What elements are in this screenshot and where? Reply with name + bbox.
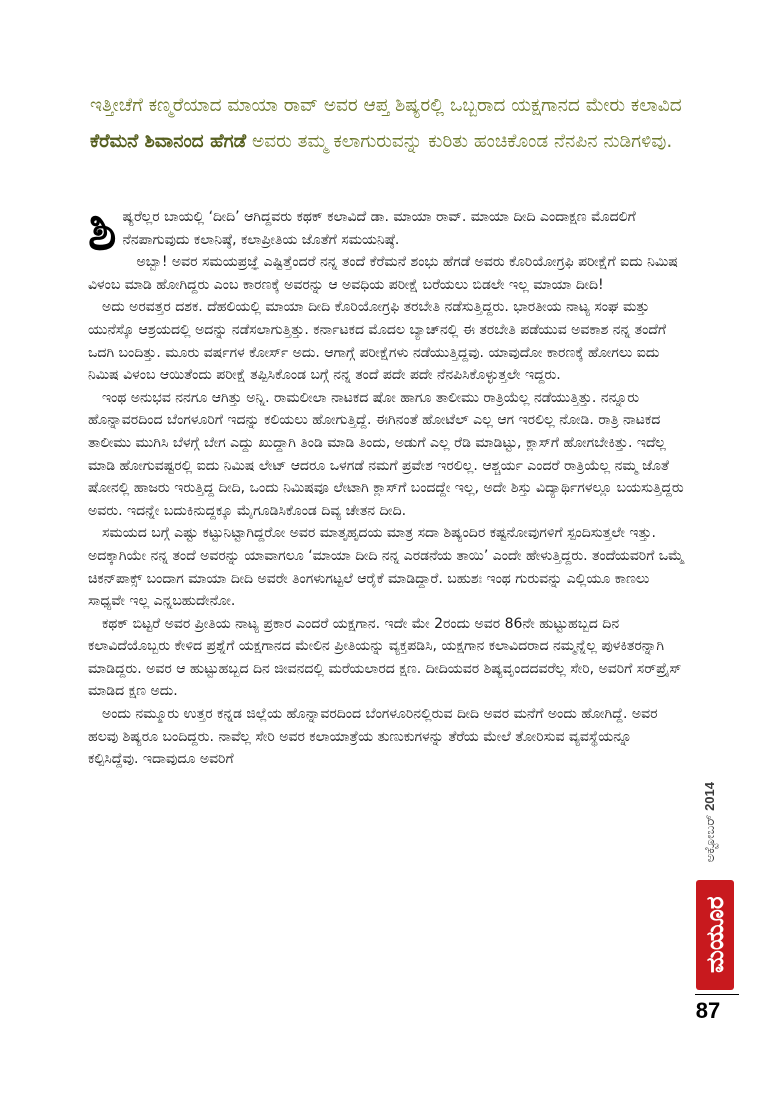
paragraph-6: ಕಥಕ್ ಬಿಟ್ಟರೆ ಅವರ ಪ್ರೀತಿಯ ನಾಟ್ಯ ಪ್ರಕಾರ ಎಂದರೆ ಯಕ್ಷಗಾನ. ಇದೇ ಮೇ 2ರಂದು ಅವರ 86ನೇ ಹುಟ್ಟುಹಬ್ಬದ ದಿನ ಕಲಾವಿದೆಯೊಬ್ಬರು ಕೇಳಿದ ಪ್ರಶ್ನೆಗೆ ಯಕ್ಷಗಾನದ ಮೇಲಿನ ಪ್ರೀತಿಯನ್ನು ವ್ಯಕ್ತಪಡಿಸಿ, ಯಕ್ಷಗಾನ ಕಲಾವಿದರಾದ ನಮ್ಮನ್ನೆಲ್ಲ ಪುಳಕಿತರನ್ನಾಗಿ ಮಾಡಿದ್ದರು. ಅವರ ಆ ಹುಟ್ಟುಹಬ್ಬದ ದಿನ ಜೀವನದಲ್ಲಿ ಮರೆಯಲಾರದ ಕ್ಷಣ. ದೀದಿಯವರ ಶಿಷ್ಯವೃಂದದವರೆಲ್ಲ ಸೇರಿ, ಅವರಿಗೆ ಸರ್‌ಪ್ರೈಸ್ ಮಾಡಿದ ಕ್ಷಣ ಅದು. (88, 615, 682, 700)
article-body (88, 201, 686, 771)
paragraph-1-text: ಷ್ಯರೆಲ್ಲರ ಬಾಯಲ್ಲಿ ‘ದೀದಿ’ ಆಗಿದ್ದವರು ಕಥಕ್ ಕಲಾವಿದೆ ಡಾ. ಮಾಯಾ ರಾವ್. ಮಾಯಾ ದೀದಿ ಎಂದಾಕ್ಷಣ ಮೊದಲಿಗೆ ನೆನಪಾಗುವುದು ಕಲಾನಿಷ್ಠೆ, ಕಲಾಪ್ರೀತಿಯ ಜೊತೆಗೆ ಸಮಯನಿಷ್ಠೆ. (122, 209, 636, 248)
magazine-logo-text: ಮಯೂರ (701, 896, 729, 974)
paragraph-1 (88, 201, 686, 262)
issue-month: ಅಕ್ಟೋಬರ್ (702, 814, 717, 863)
paragraph-4: ಇಂಥ ಅನುಭವ ನನಗೂ ಆಗಿತ್ತು ಅನ್ನಿ. ರಾಮಲೀಲಾ ನಾಟಕದ ಷೋ ಹಾಗೂ ತಾಲೀಮು ರಾತ್ರಿಯೆಲ್ಲ ನಡೆಯುತ್ತಿತ್ತು. ನನ್ನೂರು ಹೊನ್ನಾವರದಿಂದ ಬೆಂಗಳೂರಿಗೆ ಇದನ್ನು ಕಲಿಯಲು ಹೋಗುತ್ತಿದ್ದೆ. ಈಗಿನಂತೆ ಹೋಟೆಲ್ ಎಲ್ಲ ಆಗ ಇರಲಿಲ್ಲ ನೋಡಿ. ರಾತ್ರಿ ನಾಟಕದ ತಾಲೀಮು ಮುಗಿಸಿ ಬೆಳಗ್ಗೆ ಬೇಗ ಎದ್ದು ಖುದ್ದಾಗಿ ತಿಂಡಿ ಮಾಡಿ ತಿಂದು, ಅಡುಗೆ ಎಲ್ಲ ರೆಡಿ ಮಾಡಿಟ್ಟು, ಕ್ಲಾಸ್‌ಗೆ ಹೋಗಬೇಕಿತ್ತು. ಇದೆಲ್ಲ ಮಾಡಿ ಹೋಗುವಷ್ಟರಲ್ಲಿ ಐದು ನಿಮಿಷ ಲೇಟ್ ಆದರೂ ಒಳಗಡೆ ನಮಗೆ ಪ್ರವೇಶ ಇರಲಿಲ್ಲ. ಆಶ್ಚರ್ಯ ಎಂದರೆ ರಾತ್ರಿಯೆಲ್ಲ ನಮ್ಮ ಜೊತೆ ಷೋನಲ್ಲಿ ಹಾಜರು ಇರುತ್ತಿದ್ದ ದೀದಿ, ಒಂದು ನಿಮಿಷವೂ ಲೇಟಾಗಿ ಕ್ಲಾಸ್‌ಗೆ ಬಂದದ್ದೇ ಇಲ್ಲ, ಅದೇ ಶಿಸ್ತು ವಿದ್ಯಾರ್ಥಿಗಳಲ್ಲೂ ಬಯಸುತ್ತಿದ್ದರು ಅವರು. ಇದನ್ನೇ ಬದುಕಿನುದ್ದಕ್ಕೂ ಮೈಗೂಡಿಸಿಕೊಂಡ ದಿವ್ಯ ಚೇತನ ದೀದಿ. (88, 389, 684, 519)
drop-cap: ಶಿ (88, 201, 117, 262)
article-intro (90, 88, 690, 160)
paragraph-2: ಅಬ್ಬಾ! ಅವರ ಸಮಯಪ್ರಜ್ಞೆ ಎಷ್ಟಿತ್ತೆಂದರೆ ನನ್ನ ತಂದೆ ಕೆರೆಮನೆ ಶಂಭು ಹೆಗಡೆ ಅವರು ಕೊರಿಯೋಗ್ರಫಿ ಪರೀಕ್ಷೆಗೆ ಐದು ನಿಮಿಷ ವಿಳಂಬ ಮಾಡಿ ಹೋಗಿದ್ದರು ಎಂಬ ಕಾರಣಕ್ಕೆ ಅವರನ್ನು ಆ ಅವಧಿಯ ಪರೀಕ್ಷೆ ಬರೆಯಲು ಬಿಡಲೇ ಇಲ್ಲ ಮಾಯಾ ದೀದಿ! (88, 254, 678, 293)
issue-year: 2014 (702, 782, 717, 811)
issue-date (702, 782, 717, 862)
intro-highlight-name: ಕೆರೆಮನೆ ಶಿವಾನಂದ ಹೆಗಡೆ (90, 131, 247, 152)
paragraph-5: ಸಮಯದ ಬಗ್ಗೆ ಎಷ್ಟು ಕಟ್ಟುನಿಟ್ಟಾಗಿದ್ದರೋ ಅವರ ಮಾತೃಹೃದಯ ಮಾತ್ರ ಸದಾ ಶಿಷ್ಯಂದಿರ ಕಷ್ಟನೋವುಗಳಿಗೆ ಸ್ಪಂದಿಸುತ್ತಲೇ ಇತ್ತು. ಅದಕ್ಕಾಗಿಯೇ ನನ್ನ ತಂದೆ ಅವರನ್ನು ಯಾವಾಗಲೂ ‘ಮಾಯಾ ದೀದಿ ನನ್ನ ಎರಡನೆಯ ತಾಯಿ’ ಎಂದೇ ಹೇಳುತ್ತಿದ್ದರು. ತಂದೆಯವರಿಗೆ ಒಮ್ಮೆ ಚಿಕನ್‌ಪಾಕ್ಸ್ ಬಂದಾಗ ಮಾಯಾ ದೀದಿ ಅವರೇ ತಿಂಗಳುಗಟ್ಟಲೆ ಆರೈಕೆ ಮಾಡಿದ್ದಾರೆ. ಬಹುಶಃ ಇಂಥ ಗುರುವನ್ನು ಎಲ್ಲಿಯೂ ಕಾಣಲು ಸಾಧ್ಯವೇ ಇಲ್ಲ ಎನ್ನಬಹುದೇನೋ. (88, 525, 684, 610)
magazine-logo (696, 880, 734, 990)
page-number: 87 (695, 998, 721, 1023)
intro-text-after: ಅವರು ತಮ್ಮ ಕಲಾಗುರುವನ್ನು ಕುರಿತು ಹಂಚಿಕೊಂಡ ನೆನಪಿನ ನುಡಿಗಳಿವು. (246, 131, 673, 152)
paragraph-3: ಅದು ಅರವತ್ತರ ದಶಕ. ದೆಹಲಿಯಲ್ಲಿ ಮಾಯಾ ದೀದಿ ಕೊರಿಯೋಗ್ರಫಿ ತರಬೇತಿ ನಡೆಸುತ್ತಿದ್ದರು. ಭಾರತೀಯ ನಾಟ್ಯ ಸಂಘ ಮತ್ತು ಯುನೆಸ್ಕೊ ಆಶ್ರಯದಲ್ಲಿ ಅದನ್ನು ನಡೆಸಲಾಗುತ್ತಿತ್ತು. ಕರ್ನಾಟಕದ ಮೊದಲ ಬ್ಯಾಚ್‌ನಲ್ಲಿ ಈ ತರಬೇತಿ ಪಡೆಯುವ ಅವಕಾಶ ನನ್ನ ತಂದೆಗೆ ಒದಗಿ ಬಂದಿತ್ತು. ಮೂರು ವರ್ಷಗಳ ಕೋರ್ಸ್ ಅದು. ಆಗಾಗ್ಗೆ ಪರೀಕ್ಷೆಗಳು ನಡೆಯುತ್ತಿದ್ದವು. ಯಾವುದೋ ಕಾರಣಕ್ಕೆ ಹೋಗಲು ಐದು ನಿಮಿಷ ವಿಳಂಬ ಆಯಿತೆಂದು ಪರೀಕ್ಷೆ ತಪ್ಪಿಸಿಕೊಂಡ ಬಗ್ಗೆ ನನ್ನ ತಂದೆ ಪದೇ ಪದೇ ನೆನಪಿಸಿಕೊಳ್ಳುತ್ತಲೇ ಇದ್ದರು. (88, 299, 667, 384)
page-number-rule (695, 994, 739, 995)
intro-text-before: ಇತ್ತೀಚೆಗೆ ಕಣ್ಮರೆಯಾದ ಮಾಯಾ ರಾವ್ ಅವರ ಆಪ್ತ ಶಿಷ್ಯರಲ್ಲಿ ಒಬ್ಬರಾದ ಯಕ್ಷಗಾನದ ಮೇರು ಕಲಾವಿದ (90, 95, 682, 116)
paragraph-7: ಅಂದು ನಮ್ಮೂರು ಉತ್ತರ ಕನ್ನಡ ಜಿಲ್ಲೆಯ ಹೊನ್ನಾವರದಿಂದ ಬೆಂಗಳೂರಿನಲ್ಲಿರುವ ದೀದಿ ಅವರ ಮನೆಗೆ ಅಂದು ಹೋಗಿದ್ದೆ. ಅವರ ಹಲವು ಶಿಷ್ಯರೂ ಬಂದಿದ್ದರು. ನಾವೆಲ್ಲ ಸೇರಿ ಅವರ ಕಲಾಯಾತ್ರೆಯ ತುಣುಕುಗಳನ್ನು ತೆರೆಯ ಮೇಲೆ ತೋರಿಸುವ ವ್ಯವಸ್ಥೆಯನ್ನೂ ಕಲ್ಪಿಸಿದ್ದೆವು. ಇದಾವುದೂ ಅವರಿಗೆ (88, 706, 658, 768)
